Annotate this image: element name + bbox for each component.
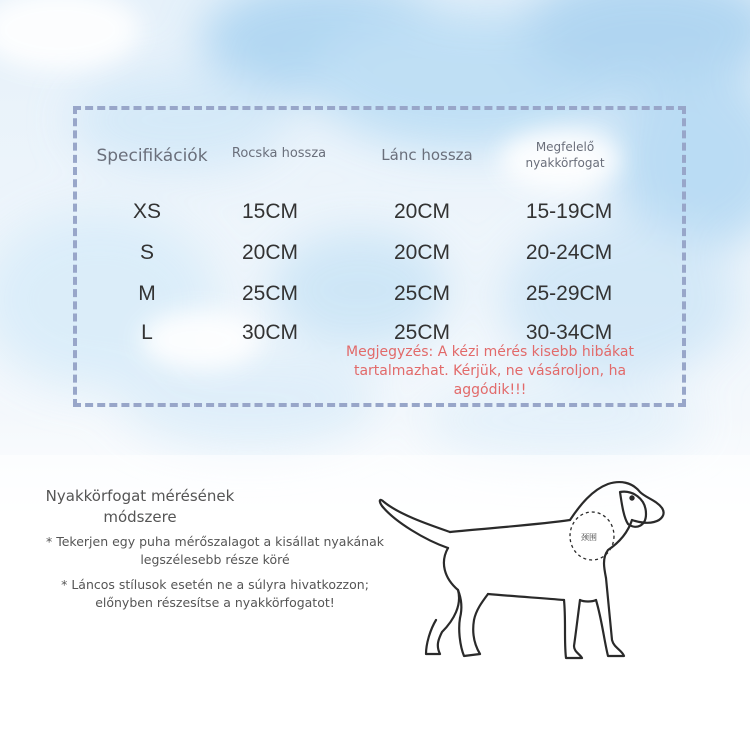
measure-method-title: Nyakkörfogat mérésének módszere (45, 487, 235, 526)
dog-illustration (370, 470, 680, 670)
table-row-size: S (139, 241, 154, 264)
neck-label: 颈围 (581, 533, 597, 542)
table-row-size: L (141, 321, 153, 344)
table-row-size: M (138, 282, 156, 305)
measurement-note: Megjegyzés: A kézi mérés kisebb hibákat tartalmazhat. Kérjük, ne vásároljon, ha aggódik!!! (346, 344, 634, 398)
table-row-leash: 15CM (241, 200, 299, 223)
table-row-chain: 20CM (393, 200, 451, 223)
table-row-neck: 30-34CM (525, 321, 613, 344)
table-row-neck: 15-19CM (525, 200, 613, 223)
table-row-size: XS (132, 200, 161, 223)
header-neck-line1: Megfelelő (535, 140, 595, 154)
table-row-leash: 20CM (241, 241, 299, 264)
table-row-leash: 30CM (241, 321, 299, 344)
header-spec: Specifikációk (96, 146, 208, 166)
measure-tip-1: * Tekerjen egy puha mérőszalagot a kisállat nyakának legszélesebb része köré (46, 534, 384, 567)
table-row-neck: 20-24CM (525, 241, 613, 264)
measure-tip-2: * Láncos stílusok esetén ne a súlyra hivatkozzon; előnyben részesítse a nyakkörfogatot! (61, 577, 369, 610)
table-row-chain: 20CM (393, 241, 451, 264)
header-chain-length: Lánc hossza (381, 146, 473, 164)
table-row-chain: 25CM (393, 321, 451, 344)
table-row-leash: 25CM (241, 282, 299, 305)
header-neck-line2: nyakkörfogat (525, 156, 605, 170)
table-row-neck: 25-29CM (525, 282, 613, 305)
table-row-chain: 25CM (393, 282, 451, 305)
header-leash-length: Rocska hossza (231, 146, 327, 161)
